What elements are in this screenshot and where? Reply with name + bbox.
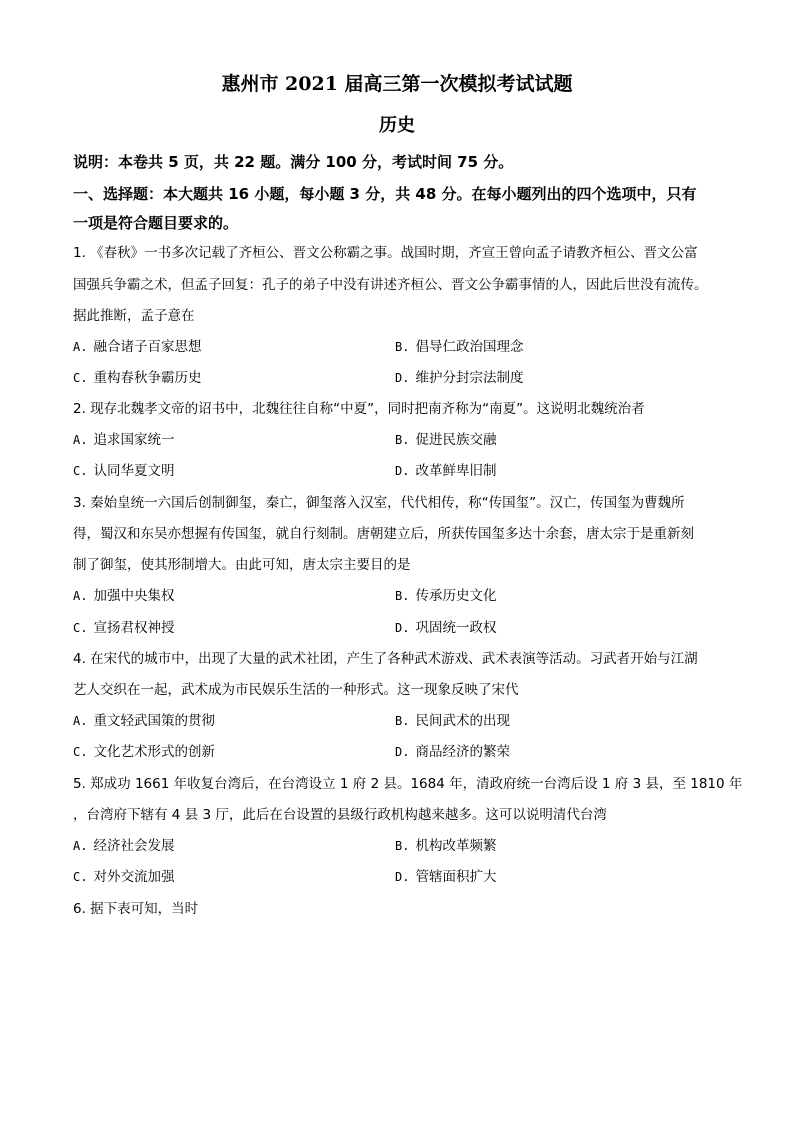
- option-text: 追求国家统一: [93, 432, 175, 448]
- option-text: 机构改革频繁: [415, 838, 497, 854]
- question-4-option-c: [73, 742, 215, 762]
- option-letter: C.: [73, 464, 88, 478]
- question-1-option-a: [73, 337, 201, 357]
- option-letter: B.: [395, 340, 410, 354]
- option-text: 宣扬君权神授: [93, 620, 175, 636]
- option-text: 管辖面积扩大: [415, 869, 497, 885]
- question-2-line-1: 2. 现存北魏孝文帝的诏书中，北魏往往自称“中夏”，同时把南齐称为“南夏”。这说明北魏统治者: [73, 401, 645, 417]
- question-1-option-b: [395, 337, 523, 357]
- option-text: 重构春秋争霸历史: [93, 370, 202, 386]
- option-letter: D.: [395, 464, 410, 478]
- question-3-line-3: 制了御玺，使其形制增大。由此可知，唐太宗主要目的是: [73, 557, 411, 573]
- option-text: 倡导仁政治国理念: [415, 339, 524, 355]
- option-letter: B.: [395, 433, 410, 447]
- option-letter: C.: [73, 371, 88, 385]
- question-4-option-a: [73, 711, 215, 731]
- question-1-line-2: 国强兵争霸之术，但孟子回复：孔子的弟子中没有讲述齐桓公、晋文公争霸事情的人，因此后世没有流传。: [73, 277, 708, 293]
- option-letter: A.: [73, 589, 88, 603]
- question-5-option-c: [73, 867, 174, 887]
- section-instruction-line-2: 一项是符合题目要求的。: [73, 214, 239, 232]
- question-5-line-1: 5. 郑成功 1661 年收复台湾后，在台湾设立 1 府 2 县。1684 年，清政府统一台湾后设 1 府 3 县，至 1810 年: [73, 776, 743, 792]
- option-letter: C.: [73, 621, 88, 635]
- option-letter: D.: [395, 745, 410, 759]
- option-text: 认同华夏文明: [93, 463, 175, 479]
- option-letter: D.: [395, 870, 410, 884]
- option-letter: A.: [73, 433, 88, 447]
- option-letter: A.: [73, 714, 88, 728]
- option-letter: B.: [395, 714, 410, 728]
- option-letter: D.: [395, 371, 410, 385]
- option-text: 融合诸子百家思想: [93, 339, 202, 355]
- question-3-line-1: 3. 秦始皇统一六国后创制御玺，秦亡，御玺落入汉室，代代相传，称“传国玺”。汉亡，传国玺为曹魏所: [73, 495, 685, 511]
- option-text: 对外交流加强: [93, 869, 175, 885]
- option-text: 经济社会发展: [93, 838, 175, 854]
- exam-title: 惠州市 2021 届高三第一次模拟考试试题: [221, 73, 573, 95]
- question-3-option-d: [395, 618, 496, 638]
- question-3-option-a: [73, 586, 174, 606]
- option-text: 维护分封宗法制度: [415, 370, 524, 386]
- option-text: 重文轻武国策的贯彻: [93, 713, 215, 729]
- question-3-option-c: [73, 618, 174, 638]
- section-instruction-line-1: 一、选择题：本大题共 16 小题，每小题 3 分，共 48 分。在每小题列出的四个选项中，只有: [73, 185, 697, 203]
- question-5-option-b: [395, 836, 496, 856]
- option-letter: C.: [73, 745, 88, 759]
- question-5-line-2: ，台湾府下辖有 4 县 3 厅，此后在台设置的县级行政机构越来越多。这可以说明清代台湾: [73, 807, 607, 823]
- option-text: 民间武术的出现: [415, 713, 510, 729]
- question-4-option-d: [395, 742, 510, 762]
- question-2-option-b: [395, 430, 496, 450]
- option-letter: A.: [73, 340, 88, 354]
- question-3-option-b: [395, 586, 496, 606]
- option-letter: B.: [395, 589, 410, 603]
- question-2-option-d: [395, 461, 496, 481]
- question-1-line-1: 1. 《春秋》一书多次记载了齐桓公、晋文公称霸之事。战国时期，齐宣王曾向孟子请教齐桓公、晋文公富: [73, 245, 698, 261]
- question-2-option-a: [73, 430, 174, 450]
- exam-subject: 历史: [379, 115, 415, 136]
- question-4-option-b: [395, 711, 510, 731]
- option-letter: D.: [395, 621, 410, 635]
- question-2-option-c: [73, 461, 174, 481]
- option-text: 传承历史文化: [415, 588, 497, 604]
- question-1-option-c: [73, 368, 201, 388]
- question-1-line-3: 据此推断，孟子意在: [73, 308, 195, 324]
- question-1-option-d: [395, 368, 523, 388]
- exam-note: 说明：本卷共 5 页，共 22 题。满分 100 分，考试时间 75 分。: [73, 153, 514, 171]
- question-3-line-2: 得，蜀汉和东吴亦想握有传国玺，就自行刻制。唐朝建立后，所获传国玺多达十余套，唐太宗于是重新刻: [73, 526, 694, 542]
- option-letter: C.: [73, 870, 88, 884]
- option-text: 促进民族交融: [415, 432, 497, 448]
- question-4-line-2: 艺人交织在一起，武术成为市民娱乐生活的一种形式。这一现象反映了宋代: [73, 682, 519, 698]
- option-letter: B.: [395, 839, 410, 853]
- option-text: 商品经济的繁荣: [415, 744, 510, 760]
- question-5-option-a: [73, 836, 174, 856]
- option-text: 加强中央集权: [93, 588, 175, 604]
- question-6-line-1: 6. 据下表可知，当时: [73, 901, 199, 917]
- question-5-option-d: [395, 867, 496, 887]
- option-text: 文化艺术形式的创新: [93, 744, 215, 760]
- option-letter: A.: [73, 839, 88, 853]
- option-text: 巩固统一政权: [415, 620, 497, 636]
- question-4-line-1: 4. 在宋代的城市中，出现了大量的武术社团，产生了各种武术游戏、武术表演等活动。习武者开始与江湖: [73, 651, 698, 667]
- option-text: 改革鲜卑旧制: [415, 463, 497, 479]
